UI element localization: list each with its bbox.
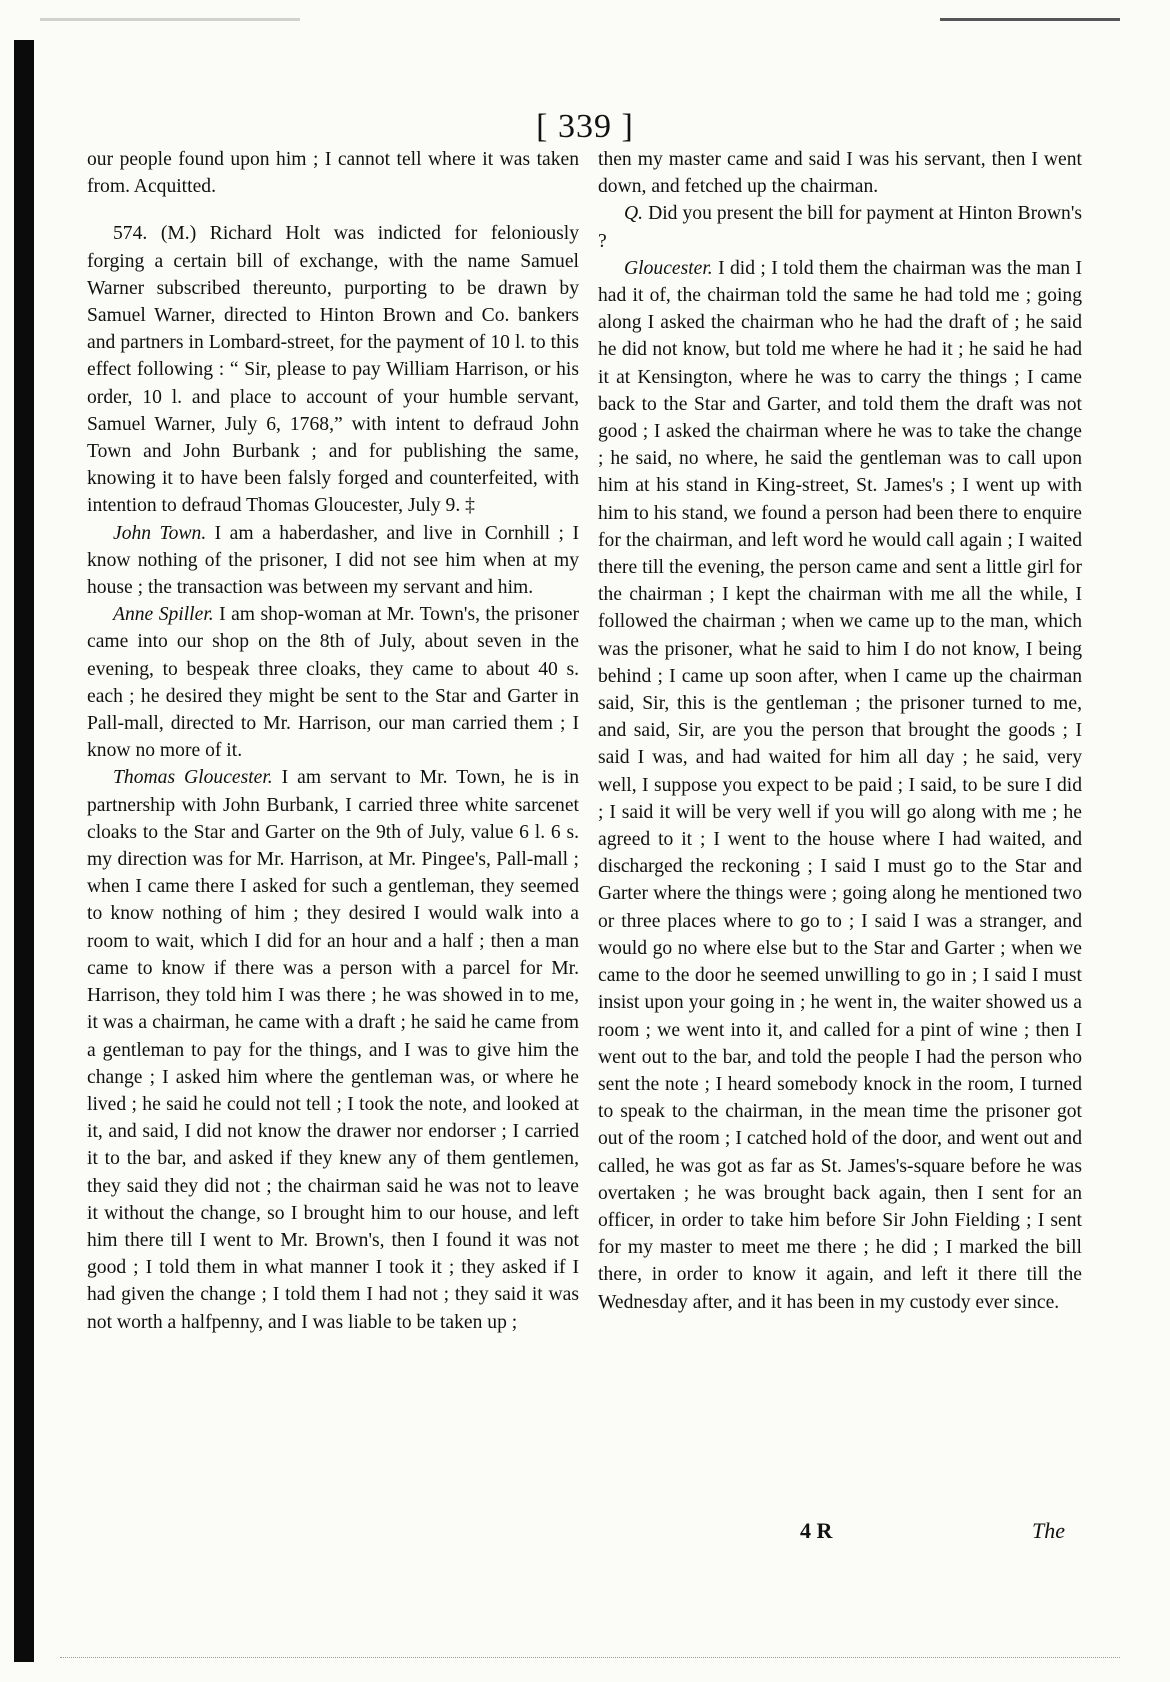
scan-top-rule xyxy=(940,18,1120,21)
speaker-name: Thomas Gloucester. xyxy=(113,767,273,789)
speaker-name: John Town. xyxy=(113,522,207,544)
right-column xyxy=(598,146,1082,1316)
left-column xyxy=(87,146,579,1336)
indictment-paragraph: 574. (M.) Richard Holt was indicted for feloniously forging a certain bill of exchange, with the name Samuel Warner subscribed thereunto, purporting to be drawn by Samuel Warner, directed to Hinton Brown and Co. bankers and partners in Lombard-street, for the payment of 10 l. to this effect following : “ Sir, please to pay William Harrison, or his order, 10 l. and place to account of your humble servant, Samuel Warner, July 6, 1768,” with intent to defraud John Town and John Burbank ; and for publishing the same, knowing it to have been falsly forged and counterfeited, with intention to defraud Thomas Gloucester, July 9. ‡ xyxy=(87,223,579,517)
testimony-paragraph: Thomas Gloucester. I am servant to Mr. Town, he is in partnership with John Burbank, I carried three white sarcenet cloaks to the Star and Garter on the 9th of July, value 6 l. 6 s. my direction was for Mr. Harrison, at Mr. Pingee's, Pall-mall ; when I came there I asked for such a gentleman, they seemed to know nothing of him ; they desired I would walk into a room to wait, which I did for an hour and a half ; then a man came to know if there was a person with a parcel for Mr. Harrison, they told him I was there ; he was showed in to me, it was a chairman, he came with a draft ; he said he came from a gentleman to pay for the things, and I was to give him the change ; I asked him where the gentleman was, or where he lived ; he said he could not tell ; I took the note, and looked at it, and said, I did not know the drawer nor endorser ; I carried it to the bar, and asked if they knew any of them gentlemen, they said they did not ; the chairman said he was not to leave it without the change, so I brought him to our house, and left him there till I went to Mr. Brown's, then I found it was not good ; I told them in what manner I took it ; they asked if I had given the change ; I told them I had not ; they said it was not worth a halfpenny, and I was liable to be taken up ; xyxy=(87,767,579,1333)
scan-bottom-noise xyxy=(60,1657,1120,1660)
page-number: [ 339 ] xyxy=(536,108,634,145)
scan-binding-edge xyxy=(14,40,34,1662)
testimony-paragraph: Anne Spiller. I am shop-woman at Mr. Town's, the prisoner came into our shop on the 8th of July, about seven in the evening, to bespeak three cloaks, they came to about 40 s. each ; he desired they might be sent to the Star and Garter in Pall-mall, directed to Mr. Harrison, our man carried them ; I know no more of it. xyxy=(87,604,579,762)
scan-top-noise xyxy=(40,18,300,21)
testimony-paragraph: Gloucester. I did ; I told them the chairman was the man I had it of, the chairman told the same he had told me ; going along I asked the chairman who he had the draft of ; he said he did not know, but told me where he had it ; he said he had it at Kensington, where he was to carry the things ; I came back to the Star and Garter, and told them the draft was not good ; I asked the chairman where he was to take the change ; he said, no where, he said the gentleman was to call upon him at his stand in King-street, St. James's ; I went up with him to his stand, we found a person had been there to enquire for the chairman, and left word he would call again ; I waited there till the evening, the person came and sent a little girl for the chairman ; I kept the chairman with me all the while, I followed the chairman ; when we came up to the man, which was the prisoner, what he said to him I do not know, I being behind ; I came up soon after, when I came up the chairman said, Sir, this is the gentleman ; the prisoner turned to me, and said, Sir, are you the person that brought the goods ; I said I was, and had waited for him all day ; he said, very well, I suppose you expect to be paid ; I said, to be sure I did ; I said it will be very well if you will go along with me ; he agreed to it ; I went to the house where I had waited, and discharged the reckoning ; I said I must go to the Star and Garter where the things were ; going along he mentioned two or three places where to go to ; I said I was a stranger, and would go no where else but to the Star and Garter ; when we came to the door he seemed unwilling to go in ; I said I must insist upon your going in ; he went in, the waiter showed us a room ; we went into it, and called for a pint of wine ; then I went out to the bar, and told the people I had the person who sent the note ; I heard somebody knock in the room, I turned to speak to the chairman, in the mean time the prisoner got out of the room ; I catched hold of the door, and went out and called, he was got as far as St. James's-square before he was overtaken ; he was brought back again, then I sent for an officer, in order to take him before Sir John Fielding ; I sent for my master to meet me there ; he did ; I marked the bill there, in order to know it again, and left it there till the Wednesday after, and it has been in my custody ever since. xyxy=(598,257,1082,1313)
speaker-name: Anne Spiller. xyxy=(113,604,214,626)
speaker-name: Q. xyxy=(624,203,644,225)
speaker-name: Gloucester. xyxy=(624,257,713,279)
question-paragraph: Q. Did you present the bill for payment at Hinton Brown's ? xyxy=(598,203,1082,252)
paragraph: our people found upon him ; I cannot tell where it was taken from. Acquitted. xyxy=(87,149,579,198)
paragraph: then my master came and said I was his servant, then I went down, and fetched up the chairman. xyxy=(598,149,1082,198)
testimony-paragraph: John Town. I am a haberdasher, and live in Cornhill ; I know nothing of the prisoner, I did not see him when at my house ; the transaction was between my servant and him. xyxy=(87,522,579,599)
signature-mark: 4 R xyxy=(800,1518,833,1543)
catchword: The xyxy=(1032,1518,1065,1543)
